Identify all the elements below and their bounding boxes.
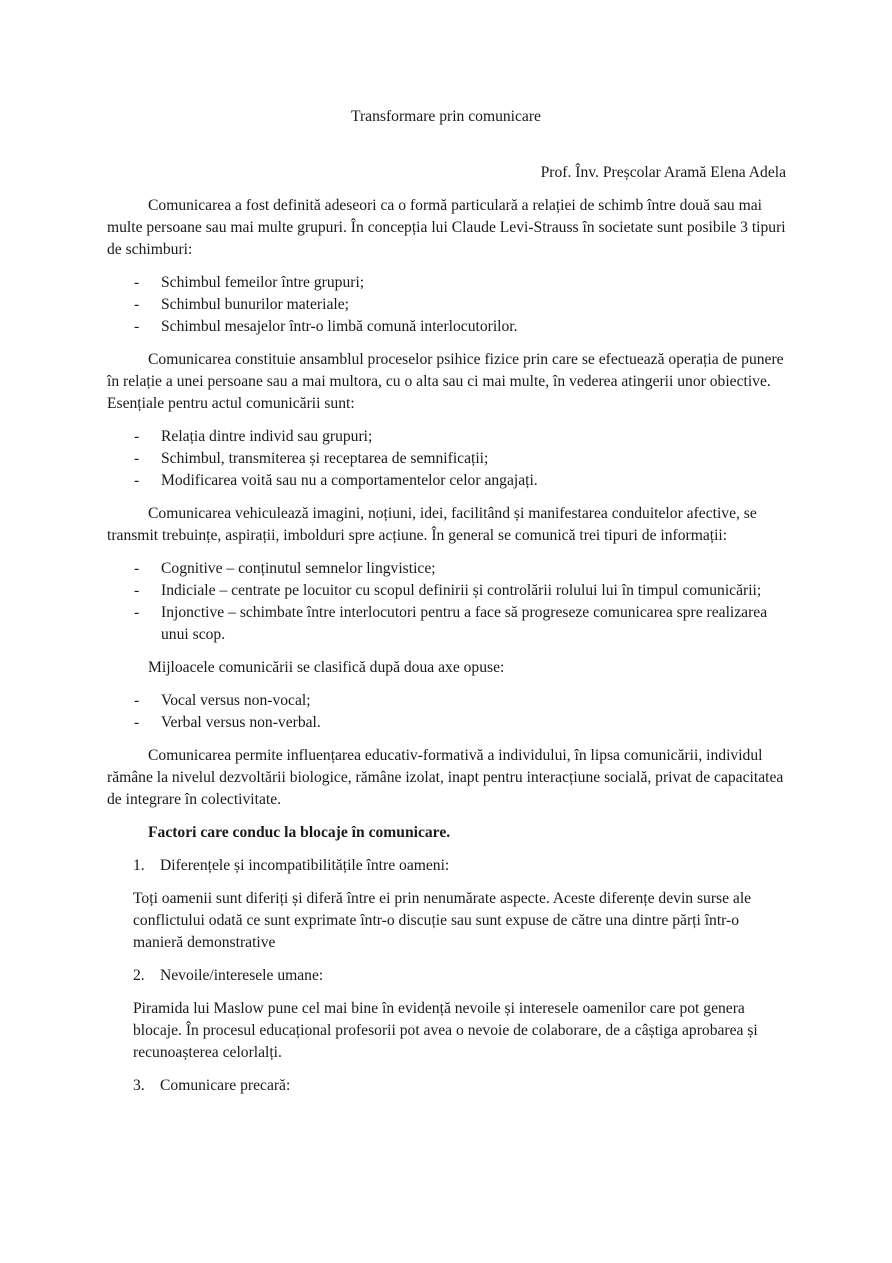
dash-marker: - [134,450,140,467]
list-item: - Verbal versus non-verbal. [107,712,793,734]
paragraph-1: Comunicarea a fost definită adeseori ca o formă particulară a relației de schimb între două sau mai multe persoane sau mai multe grupuri. În concepția lui Claude Levi-Strauss în societate sunt posibile 3 tipuri de schimburi: [107,197,786,258]
section-heading: Factori care conduc la blocaje în comunicare. [148,824,451,841]
list-item: - Indiciale – centrate pe locuitor cu scopul definirii și controlării rolului lui în timpul comunicării; [107,580,793,602]
list-item: - Vocal versus non-vocal; [107,690,793,712]
paragraph-4: Mijloacele comunicării se clasifică după doua axe opuse: [148,659,505,676]
exchange-types-list [107,272,793,338]
communication-essentials-list [107,426,793,492]
factor-label: Diferențele și incompatibilitățile între oameni: [160,857,450,874]
dash-marker: - [134,714,140,731]
dash-marker: - [134,604,140,621]
list-item: - Modificarea voită sau nu a comportamentelor celor angajați. [107,470,793,492]
factor-text-1: Toți oamenii sunt diferiți și diferă între ei prin nenumărate aspecte. Aceste diferențe devin surse ale conflictului odată ce sunt exprimate într-o discuție sau sunt expuse de către una dintre părți într-o manieră demonstrative [133,890,752,951]
list-item: - Schimbul mesajelor într-o limbă comună interlocutorilor. [107,316,793,338]
dash-marker: - [134,428,140,445]
paragraph-5: Comunicarea permite influențarea educativ-formativă a individului, în lipsa comunicării, individul rămâne la nivelul dezvoltării biologice, rămâne izolat, inapt pentru interacțiune socială, privat de capacitatea de integrare în colectivitate. [107,747,784,808]
factor-label: Comunicare precară: [160,1077,291,1094]
dash-marker: - [134,274,140,291]
dash-marker: - [134,560,140,577]
list-item: - Schimbul bunurilor materiale; [107,294,793,316]
document-body [107,195,793,1108]
item-number: 3. [133,1077,145,1094]
author-line: Prof. Înv. Preșcolar Aramă Elena Adela [540,164,786,181]
communication-axes-list [107,690,793,734]
dash-marker: - [134,296,140,313]
paragraph-2: Comunicarea constituie ansamblul proceselor psihice fizice prin care se efectuează operația de punere în relație a unei persoane sau a mai multora, cu o alta sau ci mai multe, în vederea atingerii unor obiective. Esențiale pentru actul comunicării sunt: [107,351,784,412]
dash-marker: - [134,318,140,335]
item-number: 2. [133,967,145,984]
list-item: - Relația dintre individ sau grupuri; [107,426,793,448]
factor-item-2 [107,965,793,987]
list-item: - Cognitive – conținutul semnelor lingvistice; [107,558,793,580]
factor-item-3 [107,1075,793,1097]
factor-text-2: Piramida lui Maslow pune cel mai bine în evidență nevoile și interesele oamenilor care pot genera blocaje. În procesul educațional profesorii pot avea o nevoie de colaborare, de a câștiga aprobarea și recunoașterea celorlalți. [133,1000,758,1061]
dash-marker: - [134,692,140,709]
list-item: - Schimbul, transmiterea și receptarea de semnificații; [107,448,793,470]
dash-marker: - [134,472,140,489]
list-item: - Injonctive – schimbate între interlocutori pentru a face să progreseze comunicarea spre realizarea unui scop. [134,604,768,643]
factor-label: Nevoile/interesele umane: [160,967,324,984]
item-number: 1. [133,857,145,874]
information-types-list [107,558,793,646]
list-item: - Schimbul femeilor între grupuri; [107,272,793,294]
paragraph-3: Comunicarea vehiculează imagini, noțiuni, idei, facilitând și manifestarea conduitelor afective, se transmit trebuințe, aspirații, imbolduri spre acțiune. În general se comunică trei tipuri de informații: [107,505,757,544]
dash-marker: - [134,582,140,599]
factor-item-1 [107,855,793,877]
document-title: Transformare prin comunicare [351,108,541,125]
